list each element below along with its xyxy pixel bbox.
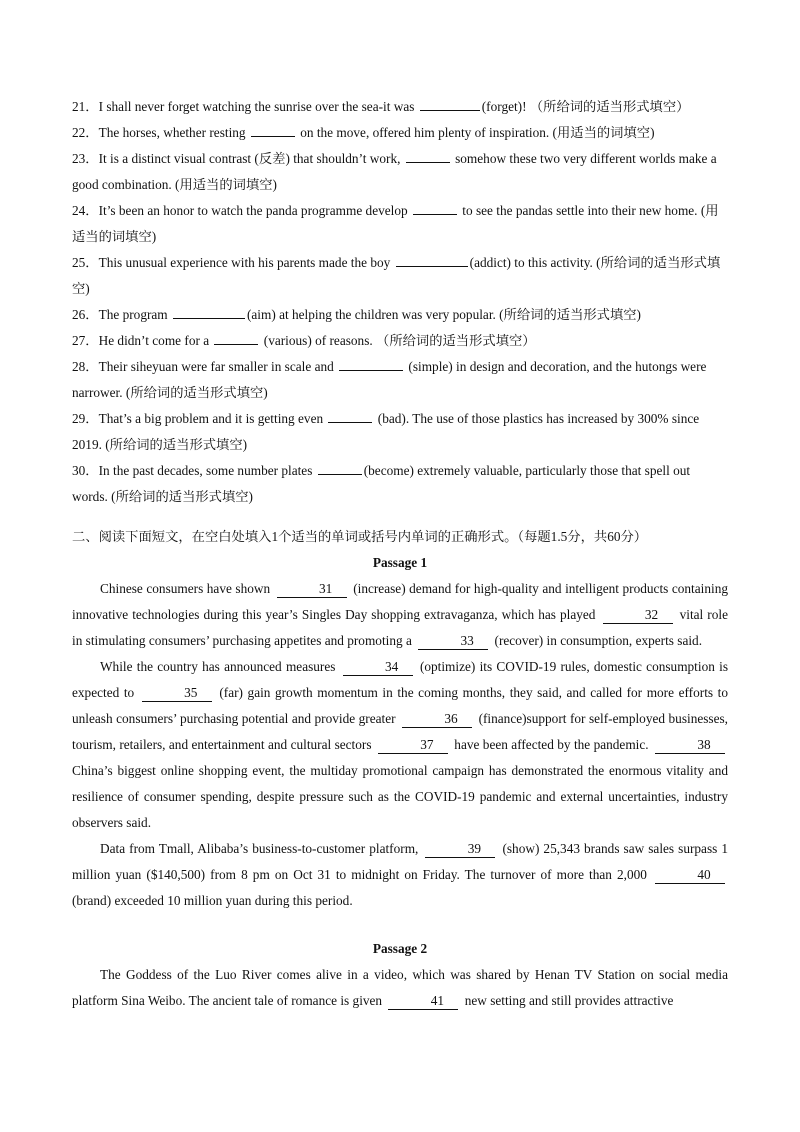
question-text: He didn’t come for a: [98, 333, 213, 348]
question-number: 21．: [72, 99, 99, 114]
passage-text: (optimize) its COVID-19 rules, domestic consumption is expected to: [72, 659, 728, 700]
passage-text: (recover) in consumption, experts said.: [491, 633, 703, 648]
blank-32[interactable]: 32: [603, 608, 673, 624]
passage-text: (show) 25,343 brands saw sales surpass 1 million yuan ($140,500) from 8 pm on Oct 31 to midnight on Friday. The turnover of more than 2,000: [72, 841, 728, 882]
blank-31[interactable]: 31: [277, 582, 347, 598]
blank-40[interactable]: 40: [655, 868, 725, 884]
blank-37[interactable]: 37: [378, 738, 448, 754]
section-two: [72, 524, 728, 1014]
answer-blank[interactable]: [339, 355, 403, 371]
passage-text: new setting and still provides attractive: [461, 993, 674, 1008]
passage-text: (increase) demand for high-quality and intelligent products containing innovative technologies during this year’s Singles Day shopping extravaganza, which has played: [72, 581, 728, 622]
passage-text: China’s biggest online shopping event, the multiday promotional campaign has demonstrated the enormous vitality and resilience of consumer spending, despite pressure such as the COVID-19 pandemic and external uncertainties, industry observers said.: [72, 763, 728, 830]
blank-33[interactable]: 33: [418, 634, 488, 650]
question-29: [72, 406, 728, 458]
question-text: (bad). The use of those plastics has increased by 300% since 2019. (所给词的适当形式填空): [72, 411, 700, 452]
question-number: 23．: [72, 151, 99, 166]
passage-text: Chinese consumers have shown: [100, 581, 274, 596]
question-number: 29．: [72, 411, 99, 426]
blank-38[interactable]: 38: [655, 738, 725, 754]
question-text: (become) extremely valuable, particularly those that spell out words. (所给词的适当形式填空): [72, 463, 691, 504]
question-25: [72, 250, 728, 302]
answer-blank[interactable]: [396, 251, 468, 267]
blank-39[interactable]: 39: [425, 842, 495, 858]
question-30: [72, 458, 728, 510]
passage-text: The Goddess of the Luo River comes alive in a video, which was shared by Henan TV Station on social media platform Sina Weibo. The ancient tale of romance is given: [72, 967, 728, 1008]
answer-blank[interactable]: [328, 407, 372, 423]
passage-paragraph: [72, 962, 728, 1014]
question-number: 22．: [72, 125, 99, 140]
blank-41[interactable]: 41: [388, 994, 458, 1010]
passage-text: (brand) exceeded 10 million yuan during this period.: [72, 893, 353, 908]
question-number: 28．: [72, 359, 99, 374]
passage-text: (finance)support for self-employed businesses, tourism, retailers, and entertainment and cultural sectors: [72, 711, 728, 752]
question-23: [72, 146, 728, 198]
passage-paragraph: [72, 836, 728, 914]
question-text: (various) of reasons. （所给词的适当形式填空）: [260, 333, 536, 348]
blank-36[interactable]: 36: [402, 712, 472, 728]
question-text: I shall never forget watching the sunrise over the sea-it was: [98, 99, 418, 114]
answer-blank[interactable]: [406, 147, 450, 163]
passage-text: (far) gain growth momentum in the coming months, they said, and called for more efforts to unleash consumers’ purchasing potential and provide greater: [72, 685, 728, 726]
question-text: on the move, offered him plenty of inspiration. (用适当的词填空): [296, 125, 655, 140]
question-text: It’s been an honor to watch the panda programme develop: [98, 203, 411, 218]
question-26: [72, 302, 728, 328]
passage-text: Data from Tmall, Alibaba’s business-to-customer platform,: [100, 841, 423, 856]
question-28: [72, 354, 728, 406]
question-text: (simple) in design and decoration, and the hutongs were narrower. (所给词的适当形式填空): [72, 359, 707, 400]
section-heading: 二、阅读下面短文，在空白处填入1个适当的单词或括号内单词的正确形式。（每题1.5分，共60分）: [72, 529, 648, 544]
question-27: [72, 328, 728, 354]
question-text: (addict) to this activity. (所给词的适当形式填空): [72, 255, 721, 296]
question-number: 26．: [72, 307, 99, 322]
question-number: 25．: [72, 255, 99, 270]
question-24: [72, 198, 728, 250]
question-text: somehow these two very different worlds make a good combination. (用适当的词填空): [72, 151, 717, 192]
question-text: It is a distinct visual contrast (反差) that shouldn’t work,: [98, 151, 404, 166]
question-22: [72, 120, 728, 146]
passage-2-title: Passage 2: [372, 941, 428, 956]
question-21: [72, 94, 728, 120]
question-text: The horses, whether resting: [98, 125, 249, 140]
passage-text: vital role in stimulating consumers’ purchasing appetites and promoting a: [72, 607, 728, 648]
question-number: 24．: [72, 203, 99, 218]
answer-blank[interactable]: [251, 121, 295, 137]
question-text: (aim) at helping the children was very popular. (所给词的适当形式填空): [246, 307, 641, 322]
answer-blank[interactable]: [420, 95, 480, 111]
question-text: (forget)! （所给词的适当形式填空）: [481, 99, 690, 114]
question-text: This unusual experience with his parents made the boy: [98, 255, 394, 270]
answer-blank[interactable]: [214, 329, 258, 345]
passage-1-title: Passage 1: [372, 555, 428, 570]
passage-paragraph: [72, 576, 728, 654]
question-text: to see the pandas settle into their new home. (用适当的词填空): [72, 203, 719, 244]
question-number: 27．: [72, 333, 99, 348]
answer-blank[interactable]: [413, 199, 457, 215]
blank-35[interactable]: 35: [142, 686, 212, 702]
passage-1-body: [72, 576, 728, 914]
passage-text: have been affected by the pandemic.: [450, 737, 652, 752]
question-number: 30．: [72, 463, 99, 478]
question-text: The program: [98, 307, 171, 322]
grammar-questions: [72, 94, 728, 510]
answer-blank[interactable]: [173, 303, 245, 319]
passage-paragraph: [72, 654, 728, 836]
question-text: In the past decades, some number plates: [98, 463, 316, 478]
blank-34[interactable]: 34: [343, 660, 413, 676]
passage-2-body: [72, 962, 728, 1014]
question-text: Their siheyuan were far smaller in scale and: [98, 359, 338, 374]
passage-text: While the country has announced measures: [100, 659, 340, 674]
answer-blank[interactable]: [318, 459, 362, 475]
question-text: That’s a big problem and it is getting even: [98, 411, 327, 426]
